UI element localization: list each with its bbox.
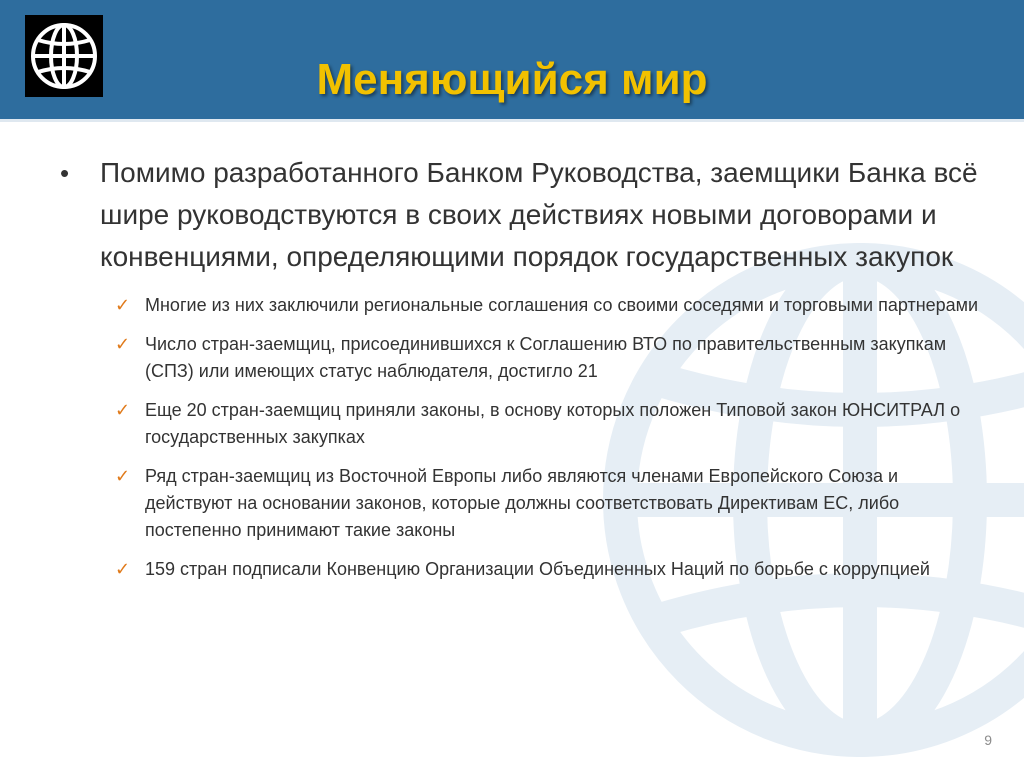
- checkmark-icon: ✓: [115, 559, 131, 579]
- main-bullet-item: [60, 152, 990, 278]
- slide-title: Меняющийся мир: [316, 55, 708, 104]
- list-item: [115, 463, 990, 544]
- list-item-text: Ряд стран-заемщиц из Восточной Европы либо являются членами Европейского Союза и действуют на основании законов, которые должны соответствовать Директивам ЕС, либо постепенно принимают такие законы: [145, 466, 900, 540]
- checkmark-icon: ✓: [115, 334, 131, 354]
- slide-header: [0, 0, 1024, 122]
- sub-bullet-list: [115, 292, 990, 583]
- slide-content: [60, 152, 990, 595]
- list-item-text: Многие из них заключили региональные соглашения со своими соседями и торговыми партнерами: [145, 295, 979, 315]
- checkmark-icon: ✓: [115, 295, 131, 315]
- bullet-icon: •: [60, 158, 70, 188]
- list-item-text: Еще 20 стран-заемщиц приняли законы, в основу которых положен Типовой закон ЮНСИТРАЛ о государственных закупках: [145, 400, 961, 447]
- list-item: [115, 331, 990, 385]
- checkmark-icon: ✓: [115, 466, 131, 486]
- main-bullet-text: Помимо разработанного Банком Руководства, заемщики Банка всё шире руководствуются в своих действиях новыми договорами и конвенциями, определяющими порядок государственных закупок: [100, 157, 978, 272]
- checkmark-icon: ✓: [115, 400, 131, 420]
- list-item: [115, 292, 990, 319]
- list-item-text: 159 стран подписали Конвенцию Организации Объединенных Наций по борьбе с коррупцией: [145, 559, 930, 579]
- list-item: [115, 397, 990, 451]
- list-item-text: Число стран-заемщиц, присоединившихся к Соглашению ВТО по правительственным закупкам (СПЗ) или имеющих статус наблюдателя, достигло 21: [145, 334, 947, 381]
- page-number: 9: [984, 732, 992, 748]
- list-item: [115, 556, 990, 583]
